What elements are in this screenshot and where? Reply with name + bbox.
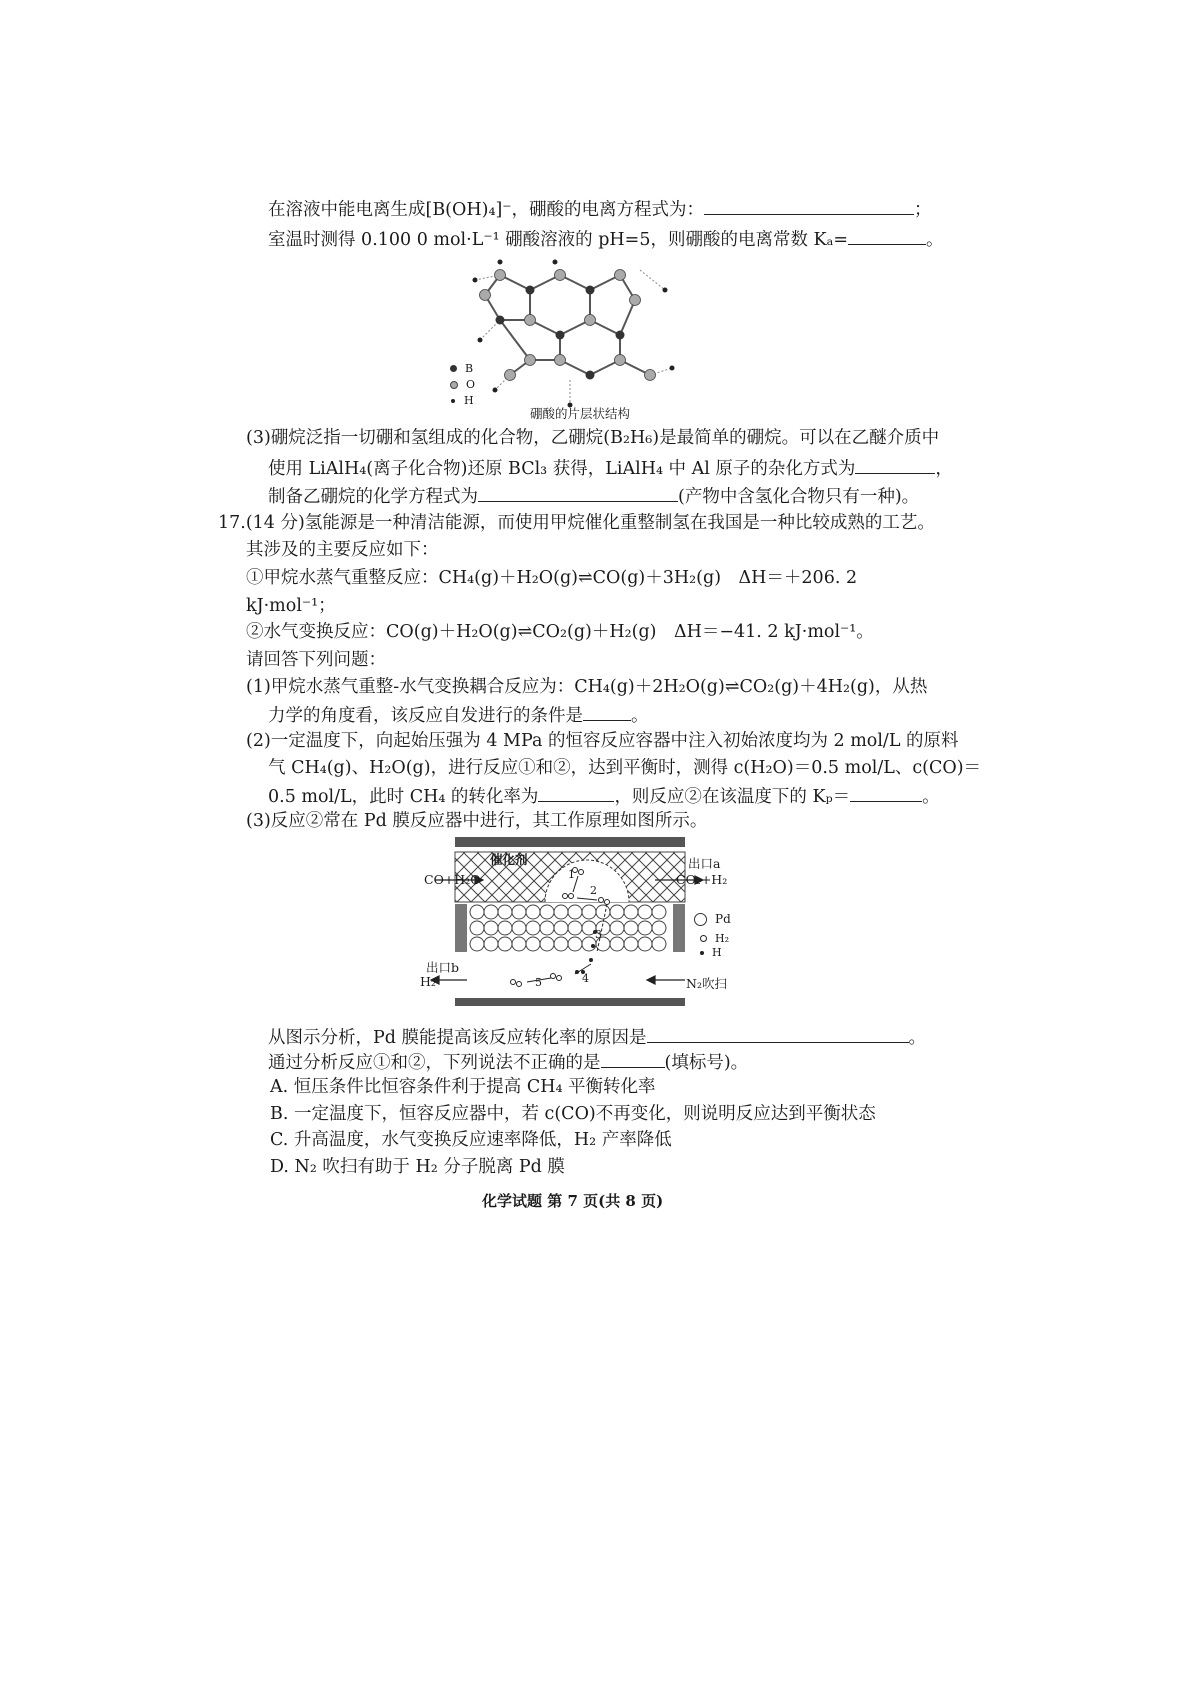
text-line: (2)一定温度下，向起始压强为 4 MPa 的恒容反应容器中注入初始浓度均为 2 mol/L 的原料: [246, 731, 959, 751]
h2-output-label: H₂: [420, 974, 436, 989]
text-line: 制备乙硼烷的化学方程式为 (产物中含氢化合物只有一种)。: [268, 483, 919, 509]
outlet-b-label: 出口b: [426, 960, 460, 975]
h-atom-icon: [451, 399, 455, 403]
text-line: (1)甲烷水蒸气重整-水气变换耦合反应为：CH₄(g)＋2H₂O(g)⇌CO₂(g)＋4H₂(g)，从热: [246, 677, 928, 697]
legend-h2: H₂: [700, 932, 729, 945]
reaction-1: ①甲烷水蒸气重整反应：CH₄(g)＋H₂O(g)⇌CO(g)＋3H₂(g) ΔH＝＋206. 2: [246, 568, 858, 588]
step-5: 5: [535, 976, 542, 989]
catalyst-label: 催化剂: [490, 852, 528, 867]
boric-acid-structure-figure: [440, 250, 690, 410]
figure-caption: 硼酸的片层状结构: [530, 406, 631, 421]
question-header: 17.(14 分)氢能源是一种清洁能源，而使用甲烷催化重整制氢在我国是一种比较成熟的工艺。: [218, 513, 935, 533]
answer-blank[interactable]: [855, 455, 935, 474]
reaction-1-unit: kJ·mol⁻¹；: [246, 596, 336, 616]
inlet-label: CO+H₂O: [424, 872, 481, 887]
answer-blank[interactable]: [850, 783, 922, 802]
legend-h-atom: H: [700, 946, 722, 959]
option-c[interactable]: C. 升高温度，水气变换反应速率降低，H₂ 产率降低: [270, 1130, 672, 1150]
reaction-2: ②水气变换反应：CO(g)＋H₂O(g)⇌CO₂(g)＋H₂(g) ΔH＝−41. 2 kJ·mol⁻¹。: [246, 622, 874, 642]
legend-b: B: [450, 362, 473, 375]
text-line: 其涉及的主要反应如下：: [246, 540, 439, 560]
option-b[interactable]: B. 一定温度下，恒容反应器中，若 c(CO)不再变化，则说明反应达到平衡状态: [270, 1104, 876, 1124]
text-line: 在溶液中能电离生成[B(OH)₄]⁻，硼酸的电离方程式为： ；: [268, 196, 932, 222]
step-1: 1: [568, 868, 575, 881]
legend-pd: Pd: [694, 912, 731, 926]
text-line: 使用 LiAlH₄(离子化合物)还原 BCl₃ 获得，LiAlH₄ 中 Al 原子的杂化方式为 ，: [268, 455, 953, 481]
answer-blank[interactable]: [647, 1024, 909, 1043]
text-line: 力学的角度看，该反应自发进行的条件是 。: [268, 702, 649, 728]
answer-blank[interactable]: [601, 1049, 665, 1068]
step-2: 2: [590, 884, 597, 897]
option-a[interactable]: A. 恒压条件比恒容条件利于提高 CH₄ 平衡转化率: [270, 1077, 656, 1097]
h-atom-icon: [700, 951, 704, 955]
text-line: 0.5 mol/L，此时 CH₄ 的转化率为 ，则反应②在该温度下的 Kₚ＝ 。: [268, 783, 940, 809]
n2-purge-label: N₂吹扫: [686, 976, 727, 991]
text-line: (3)反应②常在 Pd 膜反应器中进行，其工作原理如图所示。: [246, 811, 708, 831]
products-label: CO₂+H₂: [676, 872, 728, 887]
legend-h: H: [450, 394, 474, 407]
outlet-a-label: 出口a: [688, 856, 721, 871]
pd-atom-icon: [694, 913, 707, 926]
o-atom-icon: [450, 381, 458, 389]
text-line: 室温时测得 0.100 0 mol·L⁻¹ 硼酸溶液的 pH=5，则硼酸的电离常数 Kₐ= 。: [268, 226, 944, 252]
text-line: 请回答下列问题：: [246, 650, 386, 670]
option-d[interactable]: D. N₂ 吹扫有助于 H₂ 分子脱离 Pd 膜: [270, 1157, 565, 1177]
answer-blank[interactable]: [583, 702, 631, 721]
answer-blank[interactable]: [704, 196, 914, 215]
answer-blank[interactable]: [538, 783, 614, 802]
text-line: 气 CH₄(g)、H₂O(g)，进行反应①和②，达到平衡时，测得 c(H₂O)＝0.5 mol/L、c(CO)＝: [268, 758, 982, 778]
answer-blank[interactable]: [478, 483, 678, 502]
text-line: 通过分析反应①和②，下列说法不正确的是 (填标号)。: [268, 1049, 748, 1075]
text-line: (3)硼烷泛指一切硼和氢组成的化合物，乙硼烷(B₂H₆)是最简单的硼烷。可以在乙醚介质中: [246, 428, 940, 448]
step-3: 3: [595, 928, 602, 941]
b-atom-icon: [450, 365, 457, 372]
legend-o: O: [450, 378, 475, 391]
h2-molecule-icon: [700, 935, 707, 942]
answer-blank[interactable]: [848, 226, 926, 245]
step-4: 4: [582, 972, 589, 985]
page-footer: 化学试题 第 7 页(共 8 页): [482, 1192, 664, 1210]
text-line: 从图示分析，Pd 膜能提高该反应转化率的原因是 。: [268, 1024, 926, 1050]
